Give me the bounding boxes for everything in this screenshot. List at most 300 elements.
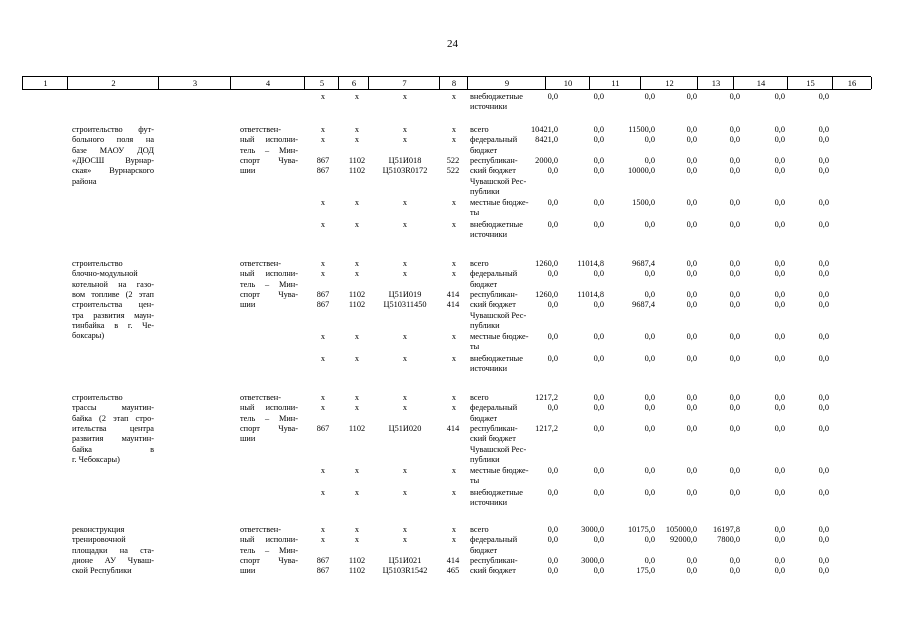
project-2-total-col10: 1260,0 (535, 259, 558, 268)
project-2-republic-row2-col15: 0,0 (774, 300, 785, 310)
project-2-executor-line: ный исполни- (240, 269, 298, 279)
project-3-total-row-col5: x (320, 393, 326, 402)
project-3-executor-line: ный исполни- (240, 403, 298, 413)
project-2-extrabudget-row-col5: x (320, 353, 326, 363)
project-4-executor-line: шии (240, 566, 256, 576)
project-3-local-col14: 0,0 (729, 466, 740, 476)
project-4-republic-row1-col10: 0,0 (547, 555, 558, 565)
project-2-federal-col15: 0,0 (774, 269, 785, 279)
project-2-local-col14: 0,0 (729, 332, 740, 342)
project-1-local-source-line: ты (470, 208, 480, 218)
project-3-federal-col11: 0,0 (593, 403, 604, 413)
project-2-local-row-col5: x (320, 332, 326, 342)
project-2-executor-line: шии (240, 300, 256, 310)
project-3-republic-source-line: ский бюджет (470, 434, 516, 444)
project-3-federal-col12: 0,0 (644, 403, 655, 413)
project-4-federal-col13: 92000,0 (670, 535, 697, 545)
project-4-name-line: площадки на ста- (72, 545, 154, 555)
project-3-total-col15: 0,0 (774, 393, 785, 402)
project-4-republic-row2-target-code: Ц5103R1542 (382, 566, 428, 576)
column-header-15: 15 (787, 77, 833, 89)
project-3-total-col13: 0,0 (686, 393, 697, 402)
project-4-name-line: дионе АУ Чуваш- (72, 555, 154, 565)
project-1-republic-row2-col16: 0,0 (818, 166, 829, 176)
project-2-total-col15: 0,0 (774, 259, 785, 268)
project-1-republic-row1-col16: 0,0 (818, 155, 829, 165)
project-1-republic-row2-col10: 0,0 (547, 166, 558, 176)
project-1-executor-line: ный исполни- (240, 135, 298, 145)
project-2-republic-row1-target-code: Ц51И019 (388, 289, 422, 299)
project-1-local-row-col6: x (354, 198, 360, 208)
tail-row-col13: 0,0 (686, 92, 697, 101)
project-1-local-col14: 0,0 (729, 198, 740, 208)
project-1-republic-source-line: Чувашской Рес- (470, 176, 527, 186)
project-3-republic-row1-target-code: Ц51И020 (388, 423, 422, 433)
tail-row-source-line: источники (470, 102, 508, 112)
project-1-republic-row2-col15: 0,0 (774, 166, 785, 176)
tail-row-col10: 0,0 (547, 92, 558, 101)
project-1-federal-row-col7: x (402, 135, 408, 145)
project-3-federal-col15: 0,0 (774, 403, 785, 413)
project-2-local-row-col7: x (402, 332, 408, 342)
project-3-local-col10: 0,0 (547, 466, 558, 476)
project-1-republic-row2-target-code: Ц5103R0172 (382, 166, 428, 176)
project-1-local-col11: 0,0 (593, 198, 604, 208)
project-4-republic-row2-section: 1102 (348, 566, 366, 576)
project-3-federal-row-col6: x (354, 403, 360, 413)
project-3-federal-col16: 0,0 (818, 403, 829, 413)
project-1-republic-row2-col14: 0,0 (729, 166, 740, 176)
project-1-local-col15: 0,0 (774, 198, 785, 208)
project-1-republic-source-line: республикан- (470, 155, 518, 165)
project-1-local-col12: 1500,0 (632, 198, 655, 208)
project-1-republic-row1-section: 1102 (348, 155, 366, 165)
project-2-republic-row2-col13: 0,0 (686, 300, 697, 310)
project-1-local-col16: 0,0 (818, 198, 829, 208)
project-3-total-label: всего (470, 393, 489, 402)
project-2-total-col11: 11014,8 (577, 259, 604, 268)
project-4-republic-row2-col15: 0,0 (774, 566, 785, 576)
project-1-federal-col12: 0,0 (644, 135, 655, 145)
project-3-local-col16: 0,0 (818, 466, 829, 476)
project-1-republic-row1-col12: 0,0 (644, 155, 655, 165)
project-1-total-col15: 0,0 (774, 125, 785, 134)
tail-row-col7: x (402, 92, 408, 101)
project-3-republic-source-line: Чувашской Рес- (470, 444, 527, 454)
project-2-name-line: строительство (72, 259, 123, 268)
project-1-republic-row2-grbs: 867 (316, 166, 330, 176)
project-4-name-line: ской Республики (72, 566, 132, 576)
project-1-extrabudget-row-col7: x (402, 219, 408, 229)
project-2-republic-row2-col14: 0,0 (729, 300, 740, 310)
project-2-republic-source-line: публики (470, 320, 500, 330)
project-1-republic-row1-col10: 2000,0 (535, 155, 558, 165)
project-3-total-col11: 0,0 (593, 393, 604, 402)
project-2-extrabudget-col16: 0,0 (818, 353, 829, 363)
project-2-federal-row-col7: x (402, 269, 408, 279)
project-2-republic-source-line: ский бюджет (470, 300, 516, 310)
project-1-extrabudget-source-line: внебюджетные (470, 219, 523, 229)
tail-row-col15: 0,0 (774, 92, 785, 101)
project-3-total-col16: 0,0 (818, 393, 829, 402)
project-4-executor-line: тель – Мин- (240, 545, 298, 555)
tail-row-col8: x (451, 92, 457, 101)
project-1-executor-line: шии (240, 166, 256, 176)
project-2-total-col12: 9687,4 (632, 259, 655, 268)
project-3-republic-row1-expense-type: 414 (446, 423, 460, 433)
project-3-federal-col14: 0,0 (729, 403, 740, 413)
project-1-total-col11: 0,0 (593, 125, 604, 134)
project-4-republic-row2-expense-type: 465 (446, 566, 460, 576)
project-2-federal-col13: 0,0 (686, 269, 697, 279)
project-2-republic-row2-col11: 0,0 (593, 300, 604, 310)
project-3-local-col13: 0,0 (686, 466, 697, 476)
project-2-federal-row-col5: x (320, 269, 326, 279)
project-1-extrabudget-col10: 0,0 (547, 219, 558, 229)
project-2-republic-row1-col10: 1260,0 (535, 289, 558, 299)
project-4-republic-row2-col11: 0,0 (593, 566, 604, 576)
project-1-republic-row1-col11: 0,0 (593, 155, 604, 165)
project-1-republic-source-line: ский бюджет (470, 166, 516, 176)
project-4-name-line: тренировочной (72, 535, 126, 545)
project-2-local-source-line: ты (470, 342, 480, 352)
project-4-republic-row1-section: 1102 (348, 555, 366, 565)
project-1-total-col10: 10421,0 (531, 125, 558, 134)
project-2-federal-col16: 0,0 (818, 269, 829, 279)
project-2-extrabudget-col14: 0,0 (729, 353, 740, 363)
project-3-federal-source-line: бюджет (470, 413, 498, 423)
project-2-republic-row2-col10: 0,0 (547, 300, 558, 310)
project-4-total-row-col8: x (451, 525, 457, 534)
project-1-republic-row2-col12: 10000,0 (628, 166, 655, 176)
project-1-total-col16: 0,0 (818, 125, 829, 134)
project-1-executor-line: спорт Чува- (240, 155, 298, 165)
project-2-name-line: блочно-модульной (72, 269, 138, 279)
project-3-republic-row1-col11: 0,0 (593, 423, 604, 433)
project-1-republic-row2-expense-type: 522 (446, 166, 460, 176)
project-2-federal-col14: 0,0 (729, 269, 740, 279)
project-3-federal-col13: 0,0 (686, 403, 697, 413)
tail-row-col12: 0,0 (644, 92, 655, 101)
project-4-republic-row1-col14: 0,0 (729, 555, 740, 565)
project-2-republic-row2-expense-type: 414 (446, 300, 460, 310)
project-3-federal-col10: 0,0 (547, 403, 558, 413)
project-1-name-line: «ДЮСШ Вурнар- (72, 155, 154, 165)
project-1-republic-source-line: публики (470, 186, 500, 196)
project-2-local-row-col8: x (451, 332, 457, 342)
column-header-14: 14 (733, 77, 788, 89)
column-header-9: 9 (467, 77, 546, 89)
project-1-extrabudget-col15: 0,0 (774, 219, 785, 229)
project-1-republic-row1-grbs: 867 (316, 155, 330, 165)
column-header-12: 12 (640, 77, 698, 89)
project-3-extrabudget-row-col8: x (451, 487, 457, 497)
project-1-republic-row2-col13: 0,0 (686, 166, 697, 176)
project-1-local-col10: 0,0 (547, 198, 558, 208)
project-3-federal-row-col5: x (320, 403, 326, 413)
project-2-executor-line: тель – Мин- (240, 279, 298, 289)
project-1-name-line: базе МАОУ ДОД (72, 145, 154, 155)
project-1-total-col14: 0,0 (729, 125, 740, 134)
project-3-executor-line: ответствен- (240, 393, 282, 402)
project-2-local-col15: 0,0 (774, 332, 785, 342)
project-1-extrabudget-col13: 0,0 (686, 219, 697, 229)
project-3-republic-row1-col15: 0,0 (774, 423, 785, 433)
project-4-federal-col15: 0,0 (774, 535, 785, 545)
project-1-executor-line: тель – Мин- (240, 145, 298, 155)
project-3-total-col12: 0,0 (644, 393, 655, 402)
project-1-federal-col14: 0,0 (729, 135, 740, 145)
project-1-republic-row2-section: 1102 (348, 166, 366, 176)
project-2-federal-col12: 0,0 (644, 269, 655, 279)
project-2-local-col11: 0,0 (593, 332, 604, 342)
project-1-name-line: больного поля на (72, 135, 154, 145)
project-1-name-line: строительство фут- (72, 125, 154, 134)
project-2-executor-line: ответствен- (240, 259, 282, 268)
project-2-federal-col10: 0,0 (547, 269, 558, 279)
project-1-federal-row-col6: x (354, 135, 360, 145)
project-4-republic-row2-col13: 0,0 (686, 566, 697, 576)
project-4-federal-col10: 0,0 (547, 535, 558, 545)
project-2-total-row-col7: x (402, 259, 408, 268)
project-4-total-col12: 10175,0 (628, 525, 655, 534)
project-2-extrabudget-col13: 0,0 (686, 353, 697, 363)
project-2-republic-row2-col16: 0,0 (818, 300, 829, 310)
column-header-13: 13 (697, 77, 734, 89)
project-1-republic-row1-col15: 0,0 (774, 155, 785, 165)
project-3-executor-line: спорт Чува- (240, 423, 298, 433)
project-4-republic-row1-col15: 0,0 (774, 555, 785, 565)
project-3-name-line: ительства центра (72, 423, 154, 433)
project-4-federal-col11: 0,0 (593, 535, 604, 545)
column-header-8: 8 (439, 77, 468, 89)
column-header-4: 4 (230, 77, 305, 89)
column-header-11: 11 (589, 77, 641, 89)
funding-table (22, 76, 871, 576)
project-2-republic-row1-grbs: 867 (316, 289, 330, 299)
project-3-local-col12: 0,0 (644, 466, 655, 476)
project-4-total-row-col7: x (402, 525, 408, 534)
project-3-republic-row1-grbs: 867 (316, 423, 330, 433)
project-2-name-line: тра развития маун- (72, 310, 154, 320)
project-2-extrabudget-col15: 0,0 (774, 353, 785, 363)
project-3-local-row-col6: x (354, 466, 360, 476)
column-header-5: 5 (304, 77, 339, 89)
project-3-republic-row1-col12: 0,0 (644, 423, 655, 433)
project-4-federal-row-col7: x (402, 535, 408, 545)
column-header-10: 10 (545, 77, 590, 89)
project-4-federal-row-col5: x (320, 535, 326, 545)
project-1-total-row-col6: x (354, 125, 360, 134)
project-1-federal-source-line: бюджет (470, 145, 498, 155)
project-2-extrabudget-col12: 0,0 (644, 353, 655, 363)
project-2-extrabudget-source-line: источники (470, 364, 508, 373)
project-1-name-line: ская» Вурнарского (72, 166, 154, 176)
project-1-federal-col13: 0,0 (686, 135, 697, 145)
project-2-federal-source-line: бюджет (470, 279, 498, 289)
project-2-executor-line: спорт Чува- (240, 289, 298, 299)
project-3-total-row-col6: x (354, 393, 360, 402)
project-1-local-row-col8: x (451, 198, 457, 208)
project-3-executor-line: шии (240, 434, 256, 444)
project-1-extrabudget-col12: 0,0 (644, 219, 655, 229)
project-4-republic-row1-target-code: Ц51И021 (388, 555, 422, 565)
project-3-extrabudget-col16: 0,0 (818, 487, 829, 497)
project-1-total-col13: 0,0 (686, 125, 697, 134)
project-4-republic-row1-col12: 0,0 (644, 555, 655, 565)
project-4-republic-row1-col11: 3000,0 (581, 555, 604, 565)
project-2-republic-row1-section: 1102 (348, 289, 366, 299)
project-1-total-row-col7: x (402, 125, 408, 134)
project-3-extrabudget-col14: 0,0 (729, 487, 740, 497)
project-1-federal-col16: 0,0 (818, 135, 829, 145)
project-1-federal-row-col5: x (320, 135, 326, 145)
project-2-republic-source-line: Чувашской Рес- (470, 310, 527, 320)
project-4-republic-row2-col14: 0,0 (729, 566, 740, 576)
project-3-total-col14: 0,0 (729, 393, 740, 402)
project-4-republic-row2-col12: 175,0 (636, 566, 655, 576)
project-3-extrabudget-source-line: источники (470, 498, 508, 507)
tail-row-col5: x (320, 92, 326, 101)
project-2-republic-row1-col14: 0,0 (729, 289, 740, 299)
project-4-federal-source-line: бюджет (470, 545, 498, 555)
project-2-name-line: котельной на газо- (72, 279, 154, 289)
project-4-total-col16: 0,0 (818, 525, 829, 534)
project-1-extrabudget-source-line: источники (470, 230, 508, 239)
project-4-federal-col12: 0,0 (644, 535, 655, 545)
project-2-republic-row2-target-code: Ц510311450 (383, 300, 427, 310)
project-3-local-source-line: ты (470, 476, 480, 486)
project-3-extrabudget-col10: 0,0 (547, 487, 558, 497)
project-3-name-line: развития маунтин- (72, 434, 154, 444)
project-4-total-label: всего (470, 525, 489, 534)
project-2-republic-row1-col15: 0,0 (774, 289, 785, 299)
project-1-total-col12: 11500,0 (628, 125, 655, 134)
project-3-local-row-col8: x (451, 466, 457, 476)
column-header-6: 6 (338, 77, 369, 89)
project-3-federal-row-col7: x (402, 403, 408, 413)
project-3-local-col11: 0,0 (593, 466, 604, 476)
project-2-republic-row1-col13: 0,0 (686, 289, 697, 299)
project-1-local-source-line: местные бюдже- (470, 198, 529, 208)
project-2-name-line: тинбайка в г. Че- (72, 320, 154, 330)
project-3-name-line: байка в (72, 444, 154, 454)
project-4-total-col15: 0,0 (774, 525, 785, 534)
project-1-extrabudget-row-col5: x (320, 219, 326, 229)
project-4-federal-col14: 7800,0 (717, 535, 740, 545)
project-1-republic-row1-col13: 0,0 (686, 155, 697, 165)
project-4-total-row-col6: x (354, 525, 360, 534)
project-2-extrabudget-col10: 0,0 (547, 353, 558, 363)
project-1-extrabudget-col14: 0,0 (729, 219, 740, 229)
project-1-federal-col11: 0,0 (593, 135, 604, 145)
project-3-extrabudget-col11: 0,0 (593, 487, 604, 497)
project-4-name-line: реконструкция (72, 525, 125, 534)
page-number: 24 (447, 38, 458, 50)
project-4-republic-row1-col16: 0,0 (818, 555, 829, 565)
project-2-total-row-col6: x (354, 259, 360, 268)
project-3-name-line: строительство (72, 393, 123, 402)
tail-row-col11: 0,0 (593, 92, 604, 101)
tail-row-col6: x (354, 92, 360, 101)
project-2-total-col13: 0,0 (686, 259, 697, 268)
project-2-extrabudget-col11: 0,0 (593, 353, 604, 363)
project-1-total-label: всего (470, 125, 489, 134)
project-2-federal-col11: 0,0 (593, 269, 604, 279)
project-3-total-row-col8: x (451, 393, 457, 402)
project-3-name-line: байка (2 этап стро- (72, 413, 154, 423)
project-2-federal-source-line: федеральный (470, 269, 518, 279)
project-3-total-row-col7: x (402, 393, 408, 402)
project-2-total-row-col5: x (320, 259, 326, 268)
project-4-republic-row1-expense-type: 414 (446, 555, 460, 565)
project-2-total-row-col8: x (451, 259, 457, 268)
project-3-local-col15: 0,0 (774, 466, 785, 476)
project-3-extrabudget-row-col5: x (320, 487, 326, 497)
project-4-republic-source-line: ский бюджет (470, 566, 516, 576)
project-2-total-label: всего (470, 259, 489, 268)
project-3-name-line: трассы маунтин- (72, 403, 154, 413)
project-1-local-row-col7: x (402, 198, 408, 208)
column-number-header (22, 76, 871, 90)
project-2-republic-row1-col16: 0,0 (818, 289, 829, 299)
column-header-1: 1 (22, 77, 68, 89)
project-2-republic-row2-section: 1102 (348, 300, 366, 310)
project-3-local-row-col5: x (320, 466, 326, 476)
project-1-federal-col15: 0,0 (774, 135, 785, 145)
project-1-extrabudget-row-col6: x (354, 219, 360, 229)
tail-row-col14: 0,0 (729, 92, 740, 101)
project-3-federal-row-col8: x (451, 403, 457, 413)
project-3-republic-row1-col14: 0,0 (729, 423, 740, 433)
project-4-total-col10: 0,0 (547, 525, 558, 534)
project-3-local-row-col7: x (402, 466, 408, 476)
project-2-local-col13: 0,0 (686, 332, 697, 342)
project-3-local-source-line: местные бюдже- (470, 466, 529, 476)
project-1-total-row-col5: x (320, 125, 326, 134)
project-1-federal-source-line: федеральный (470, 135, 518, 145)
project-2-republic-row2-col12: 9687,4 (632, 300, 655, 310)
project-2-federal-row-col8: x (451, 269, 457, 279)
project-4-total-row-col5: x (320, 525, 326, 534)
project-1-republic-row1-col14: 0,0 (729, 155, 740, 165)
project-4-federal-source-line: федеральный (470, 535, 518, 545)
project-4-total-col11: 3000,0 (581, 525, 604, 534)
project-4-federal-col16: 0,0 (818, 535, 829, 545)
project-1-federal-col10: 8421,0 (535, 135, 558, 145)
project-3-executor-line: тель – Мин- (240, 413, 298, 423)
project-2-republic-row1-expense-type: 414 (446, 289, 460, 299)
project-2-name-line: боксары) (72, 331, 105, 341)
project-1-republic-row1-target-code: Ц51И018 (388, 155, 422, 165)
project-1-executor-line: ответствен- (240, 125, 282, 134)
project-4-executor-line: ответствен- (240, 525, 282, 534)
project-4-republic-row1-grbs: 867 (316, 555, 330, 565)
project-4-republic-source-line: республикан- (470, 555, 518, 565)
project-2-local-col12: 0,0 (644, 332, 655, 342)
project-2-name-line: вом топливе (2 этап (72, 289, 154, 299)
project-2-extrabudget-source-line: внебюджетные (470, 353, 523, 363)
project-3-republic-row1-section: 1102 (348, 423, 366, 433)
project-3-total-col10: 1217,2 (535, 393, 558, 402)
project-4-federal-row-col6: x (354, 535, 360, 545)
column-header-16: 16 (832, 77, 872, 89)
project-2-extrabudget-row-col6: x (354, 353, 360, 363)
project-3-name-line: г. Чебоксары) (72, 454, 120, 464)
project-2-republic-row2-grbs: 867 (316, 300, 330, 310)
project-4-republic-row2-grbs: 867 (316, 566, 330, 576)
project-3-republic-row1-col10: 1217,2 (535, 423, 558, 433)
